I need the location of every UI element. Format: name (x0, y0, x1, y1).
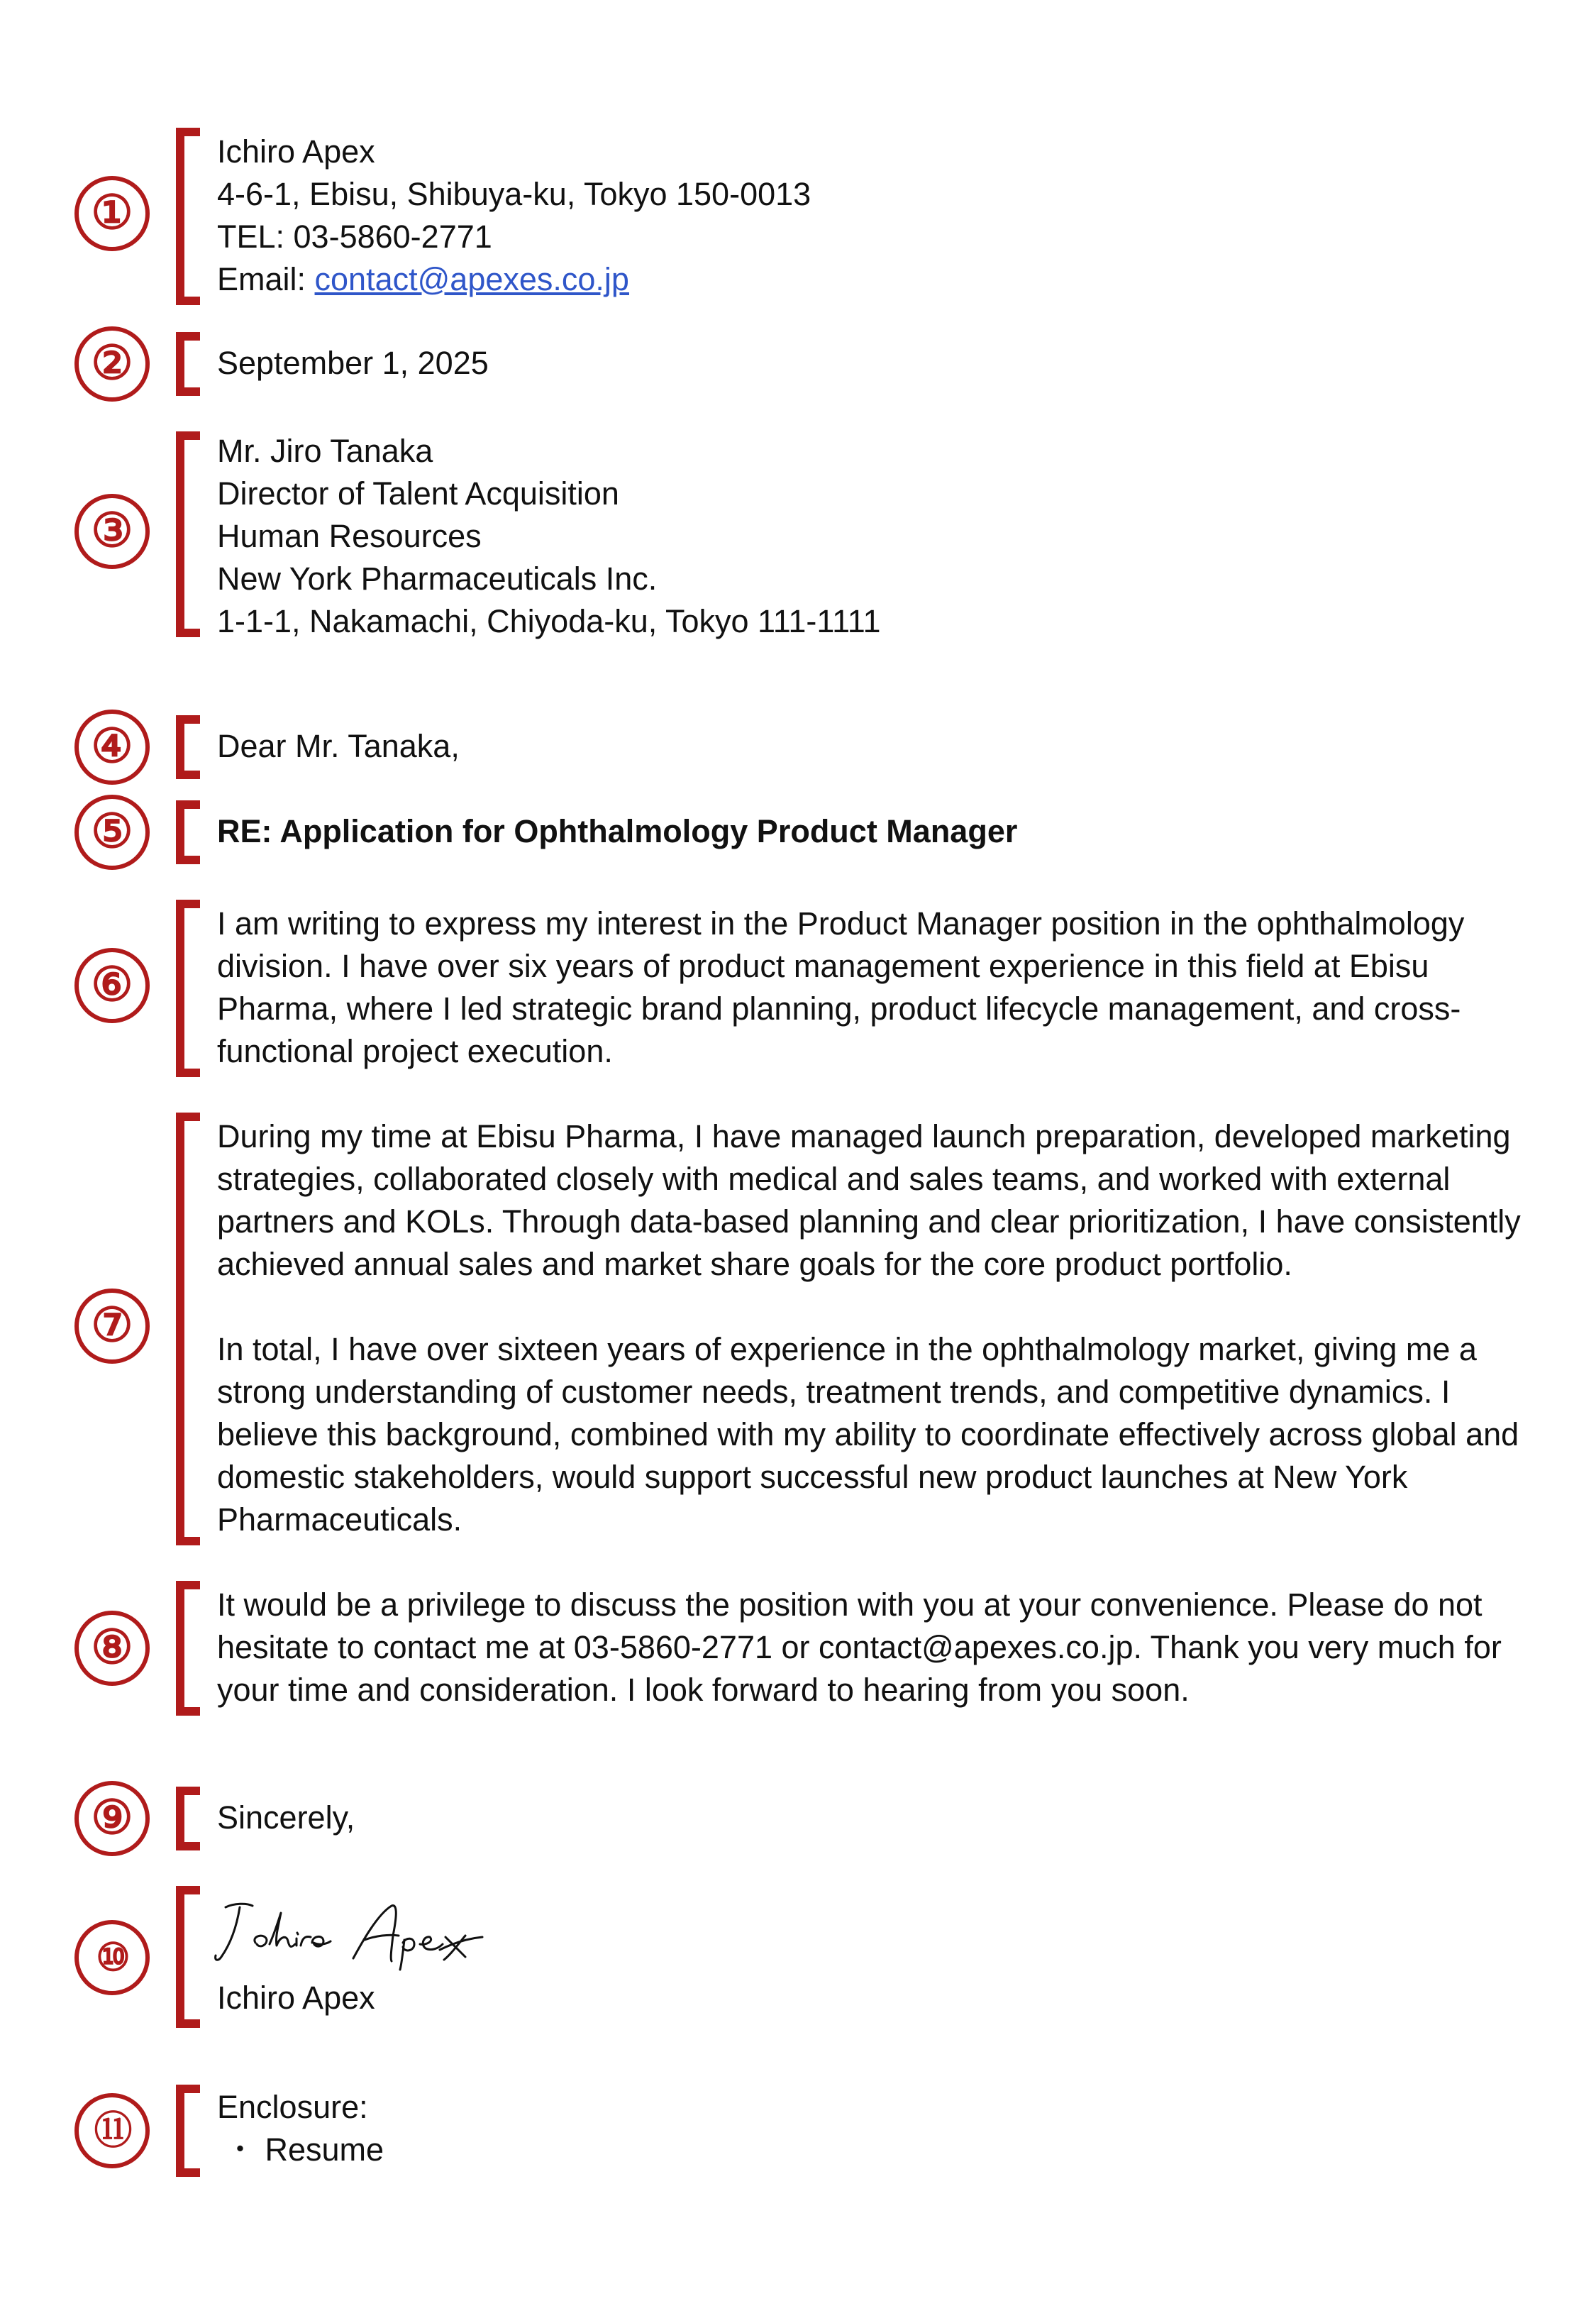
recipient-company: New York Pharmaceuticals Inc. (217, 561, 658, 597)
recipient-title: Director of Talent Acquisition (217, 475, 619, 512)
body-line: Pharmaceuticals. (217, 1501, 462, 1538)
section-marker-7: ⑦ (74, 1289, 150, 1364)
opening-line: functional project execution. (217, 1033, 613, 1069)
sender-email-line (217, 258, 1579, 301)
signature-name-block (217, 1977, 1579, 2019)
closing-paragraph (217, 1584, 1579, 1711)
body-line: domestic stakeholders, would support successful new product launches at New York (217, 1459, 1408, 1495)
date-block (217, 342, 1579, 385)
typed-name: Ichiro Apex (217, 1980, 375, 2016)
body-line: believe this background, combined with my ability to coordinate effectively across global and (217, 1416, 1519, 1452)
section-marker-6: ⑥ (74, 948, 150, 1023)
subject-section (0, 800, 1596, 864)
body-paragraphs (217, 1115, 1579, 1541)
section-marker-3: ③ (74, 494, 150, 569)
closing-paragraph-bracket (176, 1581, 200, 1716)
signature-bracket (176, 1886, 200, 2028)
recipient-bracket (176, 431, 200, 637)
complimentary-close-bracket (176, 1787, 200, 1850)
handwritten-signature (213, 1893, 525, 1971)
paragraph-gap (217, 1286, 1579, 1328)
salutation-text: Dear Mr. Tanaka, (217, 728, 460, 764)
body-section (0, 1113, 1596, 1545)
closing-paragraph-section (0, 1581, 1596, 1716)
complimentary-close-text: Sincerely, (217, 1799, 355, 1836)
recipient-department: Human Resources (217, 518, 482, 554)
salutation-block (217, 725, 1579, 768)
opening-section (0, 900, 1596, 1077)
body-line: During my time at Ebisu Pharma, I have managed launch preparation, developed marketing (217, 1118, 1511, 1154)
closing-line: It would be a privilege to discuss the position with you at your convenience. Please do not (217, 1587, 1483, 1623)
subject-line: RE: Application for Ophthalmology Product Manager (217, 813, 1018, 849)
salutation-bracket (176, 715, 200, 779)
sender-tel: TEL: 03-5860-2771 (217, 219, 492, 255)
enclosure-section (0, 2085, 1596, 2177)
section-marker-1: ① (74, 176, 150, 251)
signature-section (0, 1886, 1596, 2028)
body-line: In total, I have over sixteen years of experience in the ophthalmology market, giving me a (217, 1331, 1477, 1367)
section-marker-8: ⑧ (74, 1611, 150, 1686)
section-marker-11: ⑪ (74, 2093, 150, 2168)
enclosure-bracket (176, 2085, 200, 2177)
section-marker-2: ② (74, 326, 150, 402)
sender-block (217, 131, 1579, 301)
sender-email-label: Email: (217, 261, 315, 297)
signature-drawing (213, 1893, 525, 1971)
opening-paragraph (217, 903, 1579, 1073)
sender-email-link[interactable]: contact@apexes.co.jp (314, 261, 629, 297)
subject-bracket (176, 800, 200, 864)
section-marker-4: ④ (74, 710, 150, 785)
recipient-section (0, 431, 1596, 637)
section-marker-9: ⑨ (74, 1781, 150, 1856)
opening-bracket (176, 900, 200, 1077)
sender-bracket (176, 128, 200, 305)
complimentary-close-section (0, 1787, 1596, 1850)
sender-section (0, 128, 1596, 305)
closing-line: hesitate to contact me at 03-5860-2771 or contact@apexes.co.jp. Thank you very much for (217, 1629, 1502, 1665)
section-marker-5: ⑤ (74, 795, 150, 870)
salutation-section (0, 715, 1596, 779)
opening-line: division. I have over six years of product management experience in this field at Ebisu (217, 948, 1429, 984)
enclosure-item: ・ Resume (224, 2131, 384, 2168)
complimentary-close-block (217, 1797, 1579, 1839)
recipient-name: Mr. Jiro Tanaka (217, 433, 433, 469)
enclosure-block (217, 2086, 1579, 2171)
subject-block (217, 810, 1579, 853)
body-line: strong understanding of customer needs, treatment trends, and competitive dynamics. I (217, 1374, 1451, 1410)
body-line: strategies, collaborated closely with medical and sales teams, and worked with external (217, 1161, 1451, 1197)
date-section (0, 332, 1596, 396)
sender-name: Ichiro Apex (217, 133, 375, 170)
body-bracket (176, 1113, 200, 1545)
recipient-block (217, 430, 1579, 643)
closing-line: your time and consideration. I look forward to hearing from you soon. (217, 1672, 1190, 1708)
letter-date: September 1, 2025 (217, 345, 489, 381)
recipient-address: 1-1-1, Nakamachi, Chiyoda-ku, Tokyo 111-1111 (217, 603, 881, 639)
body-line: partners and KOLs. Through data-based planning and clear prioritization, I have consistently (217, 1203, 1521, 1240)
enclosure-label: Enclosure: (217, 2089, 368, 2125)
section-marker-10: ⑩ (74, 1920, 150, 1995)
sender-address: 4-6-1, Ebisu, Shibuya-ku, Tokyo 150-0013 (217, 176, 811, 212)
opening-line: Pharma, where I led strategic brand planning, product lifecycle management, and cross- (217, 991, 1461, 1027)
date-bracket (176, 332, 200, 396)
body-line: achieved annual sales and market share goals for the core product portfolio. (217, 1246, 1292, 1282)
opening-line: I am writing to express my interest in the Product Manager position in the ophthalmology (217, 905, 1465, 942)
